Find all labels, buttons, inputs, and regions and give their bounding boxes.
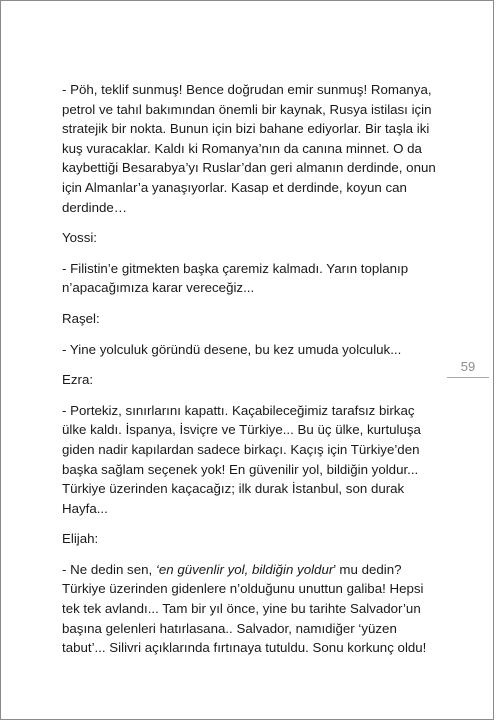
paragraph-text: - Portekiz, sınırlarını kapattı. Kaçabileceğimiz tarafsız birkaç ülke kaldı. İspanya, İsviçre ve Türkiye... Bu üç ülke, kurtuluşa giden nadir kapılardan sadece birkaçı. Kaçış için Türkiye’den başka sağlam seçenek yok! En güvenilir yol, bildiğin yoldur... Türkiye üzerinden kaçacağız; ilk durak İstanbul, son durak Hayfa... [62, 402, 421, 516]
paragraph [62, 529, 439, 549]
paragraph [62, 259, 439, 298]
paragraph-text: ’ mu dedin? Türkiye üzerinden gidenlere n’olduğunu unuttun galiba! Hepsi tek tek avlandı... Tam bir yıl önce, yine bu tarihte Salvador’un başına gelenleri hatırlasana.. Salvador, namıdiğer ‘yüzen tabut’... Silivri açıklarında fırtınaya tutuldu. Sonu korkunç oldu! [62, 561, 427, 656]
paragraph-text: - Filistin’e gitmekten başka çaremiz kalmadı. Yarın toplanıp n’apacağımıza karar vereceğiz... [62, 260, 409, 296]
paragraph-text: - Ne dedin sen, [62, 561, 156, 577]
paragraph [62, 228, 439, 248]
page-number: 59 [447, 359, 489, 378]
paragraph [62, 401, 439, 519]
paragraph-text: Elijah: [62, 531, 99, 547]
italic-quote: ‘en güvenlir yol, bildiğin yoldur [155, 561, 334, 577]
paragraph [62, 560, 439, 658]
paragraph-text: - Pöh, teklif sunmuş! Bence doğrudan emir sunmuş! Romanya, petrol ve tahıl bakımından önemli bir kaynak, Rusya istilası için stratejik bir nokta. Bunun için bizi bahane ediyorlar. Bir taşla iki kuş vuracaklar. Kaldı ki Romanya’nın da canına minnet. O da kaybettiği Besarabya’yı Ruslar’dan geri almanın derdinde, onun için Almanlar’a yanaşıyorlar. Kasap et derdinde, koyun can derdinde… [62, 82, 436, 215]
page-body [62, 80, 439, 669]
paragraph [62, 309, 439, 329]
paragraph-text: Ezra: [62, 372, 94, 388]
paragraph [62, 340, 439, 360]
paragraph [62, 370, 439, 390]
paragraph-text: Yossi: [62, 230, 97, 246]
paragraph-text: - Yine yolculuk göründü desene, bu kez umuda yolculuk... [62, 341, 402, 357]
paragraph [62, 80, 439, 217]
paragraph-text: Raşel: [62, 310, 100, 326]
